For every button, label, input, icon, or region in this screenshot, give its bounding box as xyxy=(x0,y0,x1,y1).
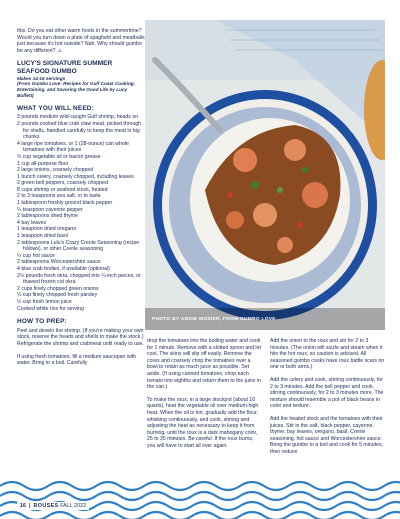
ingredient-item: 1 bunch celery, coarsely chopped, including leaves xyxy=(17,173,134,180)
ingredient-item: 2 to 3 teaspoons sea salt, or to taste xyxy=(17,193,101,200)
recipe-yield: Makes 14-16 servings xyxy=(17,75,66,81)
ingredient-item: 2 tablespoons Worcestershire sauce xyxy=(17,259,101,266)
recipe-title-line1: LUCY'S SIGNATURE SUMMER xyxy=(17,60,113,68)
ingredients-heading: WHAT YOU WILL NEED: xyxy=(17,104,94,112)
photo-caption: PHOTO BY ANGIE MOSIER, FROM GUMBO LOVE xyxy=(152,317,276,322)
step-paragraph: Peel and devein the shrimp. (If you're making your own stock, reserve the heads and shells to make the stock.) Refrigerate the shrimp and crabmeat until ready to use. xyxy=(17,327,144,347)
step-paragraph: Add the celery and cook, stirring continuously, for 2 to 3 minutes. Add the bell pepper and cook, stirring continuously, for 2 to 3 minutes more. The mixture should resemble a pot of black beans in color and texture. xyxy=(270,376,384,410)
ingredient-item: 4 blue crab bodies, if available (optional) xyxy=(17,266,110,272)
gumbo-bowl-illustration xyxy=(145,20,385,330)
ingredient-item: 4 bay leaves xyxy=(17,219,47,226)
footer-separator: | xyxy=(27,503,33,509)
wave-decoration xyxy=(0,474,400,519)
page-footer xyxy=(17,502,89,510)
smiley-icon: ☺ xyxy=(57,47,63,54)
middle-column xyxy=(147,338,262,456)
ingredient-item: 8 cups shrimp or seafood stock, heated xyxy=(17,186,108,193)
left-column xyxy=(17,28,145,367)
recipe-source: (From Gumbo Love: Recipes for Gulf Coast Cooking, Entertaining, and Savoring the Good Life by Lucy Buffett) xyxy=(17,81,135,98)
gumbo-photo xyxy=(145,20,385,330)
ingredient-item: ¼ cup hot sauce xyxy=(17,252,56,259)
step-paragraph: If using fresh tomatoes, fill a medium saucepan with water. Bring to a boil. Carefully xyxy=(17,353,137,367)
ingredient-item: 2 large onions, coarsely chopped xyxy=(17,167,94,174)
howto-heading: HOW TO PREP: xyxy=(17,318,67,326)
step-paragraph: To make the roux, in a large stockpot (about 10 quarts), heat the vegetable oil over medium-high heat. When the oil is hot, gradually add the flour, whisking continuously, and cook, stirring and adjusting the heat as necessary to keep it from burning, until the roux is a dark mahogany color, 25 to 35 minutes. Be careful: If the roux burns, you will have to start all over again. xyxy=(147,396,259,449)
ingredient-item: 2 pounds cooked blue crab claw meat, picked through for shells, handled carefully to keep the meat in big chunks xyxy=(17,120,142,141)
ingredient-item: 3 pounds medium wild-caught Gulf shrimp, heads on xyxy=(17,114,139,121)
intro-text: this: Do you eat other warm foods in the summertime? Would you turn down a plate of spaghetti and meatballs just because it's hot outside? Nah. Why should gumbo be any different? ☺ xyxy=(17,28,145,54)
page-number: 16 xyxy=(20,503,26,509)
recipe-title-line2: SEAFOOD GUMBO xyxy=(17,67,77,75)
ingredient-item: ¾ cup vegetable oil or bacon grease xyxy=(17,153,101,160)
ingredient-item: 2 tablespoons dried thyme xyxy=(17,213,78,220)
ingredient-item: 1 teaspoon dried oregano xyxy=(17,226,77,233)
ingredient-item: 1 tablespoon freshly ground black pepper xyxy=(17,200,113,207)
brand-name: ROUSES xyxy=(33,503,59,509)
ingredient-item: 2 green bell peppers, coarsely chopped xyxy=(17,180,108,187)
ingredient-item: ½ cup fresh lemon juice xyxy=(17,298,72,305)
ingredient-item: ¼ teaspoon cayenne pepper xyxy=(17,206,83,213)
ingredient-item: Cooked white rice for serving xyxy=(17,305,84,312)
ingredient-item: 4 large ripe tomatoes, or 1 (28-ounce) can whole tomatoes with their juices xyxy=(17,140,129,154)
step-paragraph: drop the tomatoes into the boiling water and cook for 1 minute. Remove with a slotted spoon and let cool. The skins will slip off easily. Remove the cores and coarsely chop the tomatoes over a bowl to retain as much juice as possible. Set aside. (If using canned tomatoes, chop each tomato into eighths and return them to the juice in the can.) xyxy=(147,338,261,391)
right-column xyxy=(270,338,385,462)
ingredient-item: 2 cups finely chopped green onions xyxy=(17,285,99,292)
step-paragraph: Add the heated stock and the tomatoes with their juices. Stir in the salt, black pepper, cayenne, thyme, bay leaves, oregano, basil, Creole seasoning, hot sauce and Worcestershire sauce. Bring the gumbo to a boil and cook for 5 minutes, then reduce xyxy=(270,415,384,455)
step-paragraph: Add the onion to the roux and stir for 2 to 3 minutes. (The onion will sizzle and steam when it hits the hot roux, so caution is advised. All seasoned gumbo cooks have roux battle scars on one or both arms.) xyxy=(270,338,385,371)
ingredient-item: ½ cup finely chopped fresh parsley xyxy=(17,292,98,299)
ingredient-item: 1 cup all-purpose flour xyxy=(17,160,69,167)
ingredient-item: 1 teaspoon dried basil xyxy=(17,233,68,240)
ingredient-item: 2½ pounds fresh okra, chopped into ¼-inch pieces, or thawed frozen cut okra xyxy=(17,272,141,286)
issue-season: FALL 2022 xyxy=(60,503,87,509)
ingredients-list xyxy=(17,114,145,312)
ingredient-item: 2 tablespoons Lulu's Crazy Creole Seasoning (recipe follows), or other Creole seasoning xyxy=(17,239,140,253)
